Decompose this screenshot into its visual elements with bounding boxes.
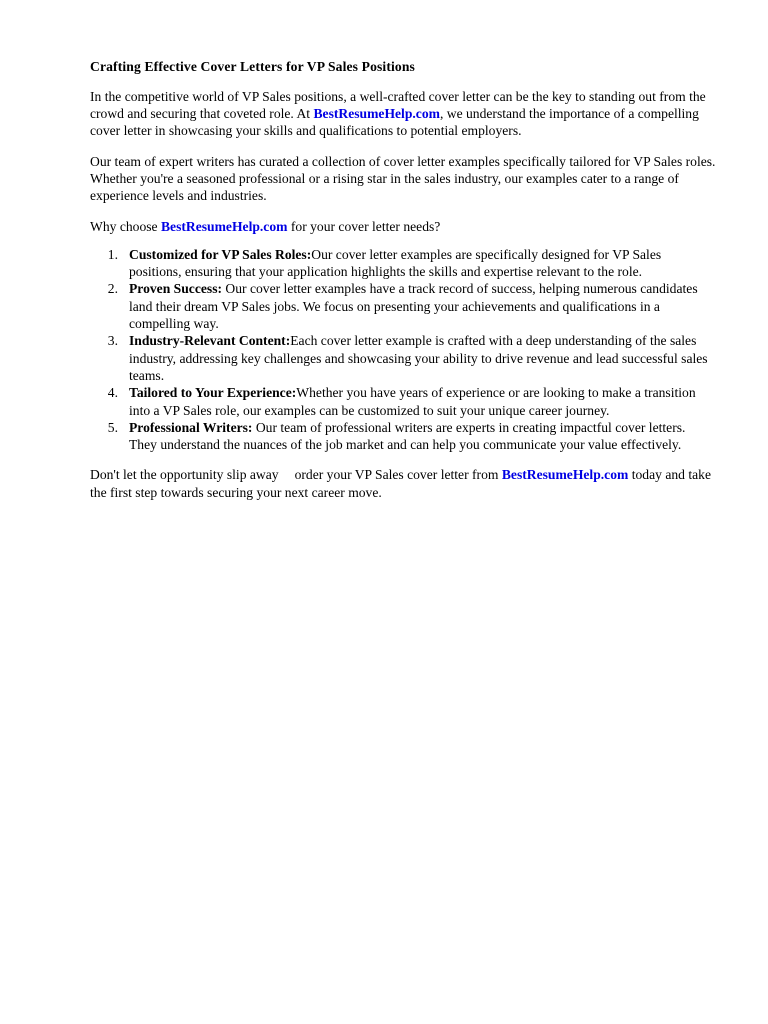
closing-text-after-link: today and take the first step towards securing your next career move. bbox=[90, 467, 711, 500]
brand-link-closing[interactable]: BestResumeHelp.com bbox=[501, 467, 629, 483]
list-item-body: Our cover letter examples are specifically designed for VP Sales positions, ensuring that your application highlights the skills and expertise relevant to the role. bbox=[129, 246, 662, 280]
list-item-lead: Customized for VP Sales Roles: bbox=[129, 246, 312, 262]
document-body bbox=[90, 58, 716, 514]
list-item bbox=[90, 332, 716, 384]
list-item-lead: Industry-Relevant Content: bbox=[129, 333, 291, 349]
list-item-lead: Tailored to Your Experience: bbox=[129, 385, 297, 401]
intro-text-before-link: In the competitive world of VP Sales positions, a well-crafted cover letter can be the key to standing out from the crowd and securing that coveted role. At bbox=[90, 88, 706, 122]
page-title: Crafting Effective Cover Letters for VP Sales Positions bbox=[90, 59, 415, 74]
why-choose-text-before-link: Why choose bbox=[90, 218, 161, 234]
brand-link-why-choose[interactable]: BestResumeHelp.com bbox=[160, 218, 288, 234]
list-item-lead: Professional Writers: bbox=[129, 419, 253, 435]
why-choose-line bbox=[90, 218, 716, 235]
list-item bbox=[90, 246, 716, 281]
list-item-body: Whether you have years of experience or are looking to make a transition into a VP Sales role, our examples can be customized to suit your unique career journey. bbox=[129, 385, 696, 418]
second-paragraph: Our team of expert writers has curated a collection of cover letter examples specifically tailored for VP Sales roles. Whether you're a seasoned professional or a rising star in the sales industry, our examples cater to a range of experience levels and industries. bbox=[90, 153, 716, 204]
list-item-body: Each cover letter example is crafted with a deep understanding of the sales industry, addressing key challenges and showcasing your ability to drive revenue and lead successful sales teams. bbox=[129, 333, 708, 383]
list-item-body: Our team of professional writers are experts in creating impactful cover letters. They understand the nuances of the job market and can help you communicate your value effectively. bbox=[129, 419, 686, 453]
list-item bbox=[90, 280, 716, 332]
list-item bbox=[90, 419, 716, 454]
why-choose-text-after-link: for your cover letter needs? bbox=[287, 218, 441, 234]
intro-paragraph bbox=[90, 88, 716, 140]
closing-text-after-gap: order your VP Sales cover letter from bbox=[294, 467, 502, 483]
brand-link-intro[interactable]: BestResumeHelp.com bbox=[313, 106, 440, 122]
list-item bbox=[90, 384, 716, 419]
features-list bbox=[90, 246, 716, 454]
intro-text-after-link: , we understand the importance of a compelling cover letter in showcasing your skills and qualifications to potential employers. bbox=[90, 106, 699, 139]
list-item-body: Our cover letter examples have a track record of success, helping numerous candidates land their dream VP Sales jobs. We focus on presenting your achievements and qualifications in a compelling way. bbox=[129, 281, 698, 332]
closing-text-before-gap: Don't let the opportunity slip away bbox=[90, 467, 279, 483]
closing-paragraph bbox=[90, 466, 716, 501]
list-item-lead: Proven Success: bbox=[129, 281, 223, 297]
